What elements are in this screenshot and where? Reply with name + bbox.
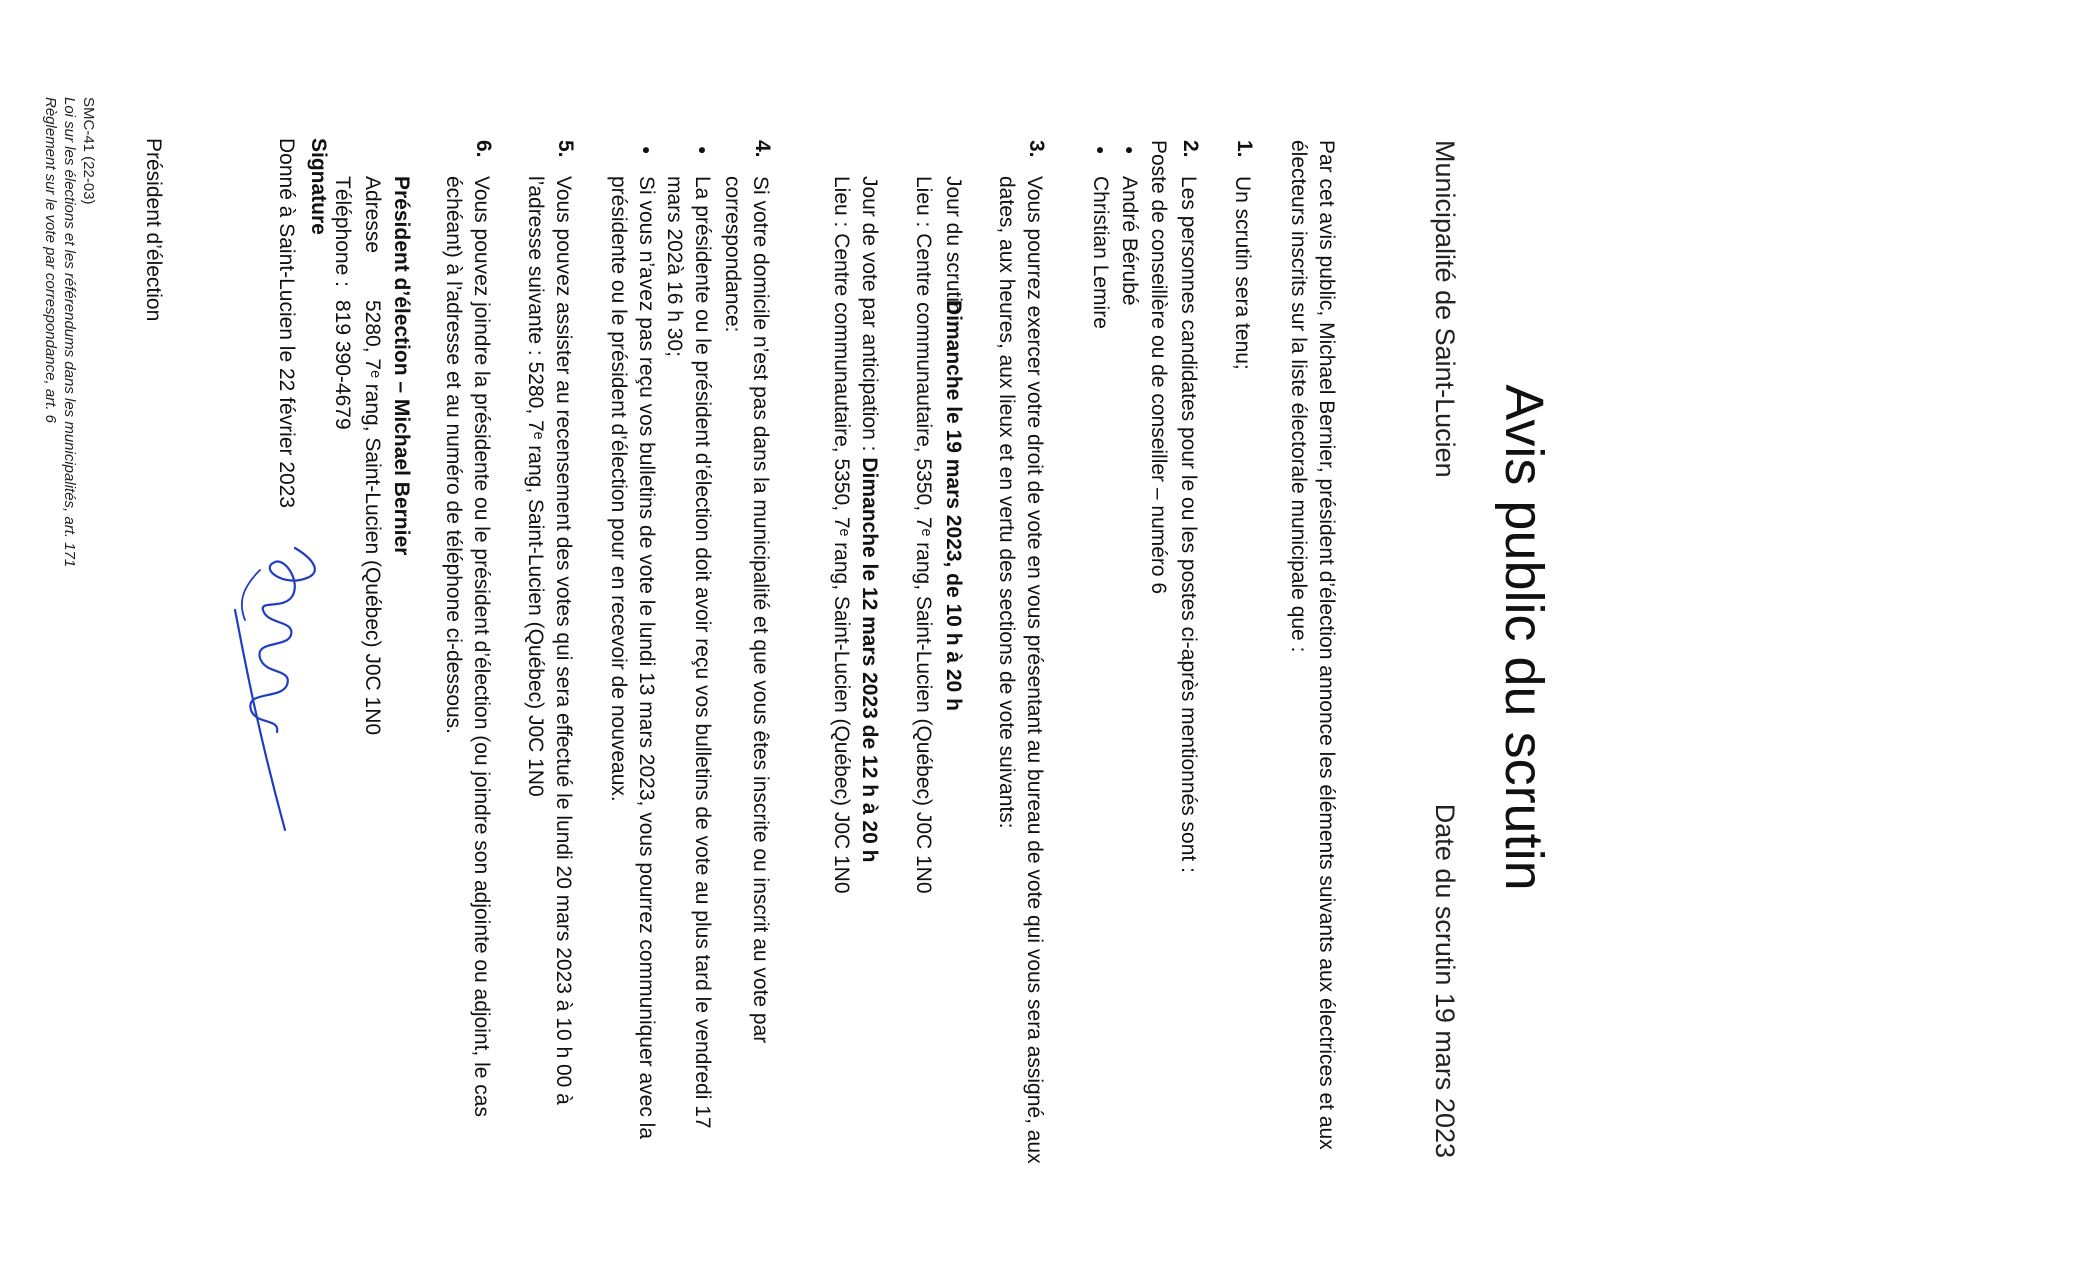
given-at-line: Donné à Saint-Lucien le 22 février 2023 bbox=[275, 138, 298, 509]
handwritten-signature bbox=[155, 540, 355, 840]
item-5-text: Vous pouvez assister au recensement des votes qui sera effectué le lundi 20 mars 2023 à 10 h 00 à l’adresse suivante : 5280, 7ᵉ rang, Saint-Lucien (Québec) J0C 1N0 bbox=[524, 176, 575, 1105]
advance-vote-line bbox=[855, 176, 883, 862]
advance-vote-label: Jour de vote par anticipation : bbox=[858, 176, 881, 458]
item-3-text: Vous pourrez exercer votre droit de vote en vous présentant au bureau de vote qui vous sera assigné, aux dates, aux heures, aux lieux et en vertu des sections de vote suivants: bbox=[995, 176, 1046, 1164]
item-4-text: Si votre domicile n’est pas dans la municipalité et que vous êtes inscrite ou inscrit au vote par correspondance: bbox=[721, 176, 772, 1044]
law-reference-2: Règlement sur le vote par correspondance, art. 6 bbox=[42, 97, 59, 424]
item-2-number: 2. bbox=[1179, 140, 1202, 158]
item-1-text: Un scrutin sera tenu; bbox=[1231, 176, 1254, 370]
advance-vote-place: Lieu : Centre communautaire, 5350, 7ᵉ rang, Saint-Lucien (Québec) J0C 1N0 bbox=[830, 176, 853, 894]
item-6-text: Vous pouvez joindre la présidente ou le président d’élection (ou joindre son adjointe ou adjoint, le cas échéant) à l’adresse et au numéro de téléphone ci-dessous. bbox=[442, 176, 493, 1117]
vote-day-label: Jour du scrutin : bbox=[942, 176, 965, 326]
item-2-text: Les personnes candidates pour le ou les postes ci-après mentionnés sont : bbox=[1177, 176, 1200, 873]
address-label: Adresse bbox=[361, 176, 384, 254]
intro-paragraph: Par cet avis public, Michael Bernier, président d’élection annonce les éléments suivants aux électrices et aux électeurs inscrits sur la liste électorale municipale que : bbox=[1287, 140, 1338, 1150]
signature-heading-text: Signature bbox=[307, 138, 330, 235]
municipality-name: Municipalité de Saint-Lucien bbox=[1430, 140, 1460, 478]
item-3-number: 3. bbox=[1025, 140, 1048, 158]
item-1-number: 1. bbox=[1233, 140, 1256, 158]
advance-vote-value: Dimanche le 12 mars 2023 de 12 h à 20 h bbox=[858, 457, 881, 863]
bullet-icon: ● bbox=[1122, 146, 1138, 155]
item-4-number: 4. bbox=[751, 140, 774, 158]
candidate-2: Christian Lemire bbox=[1089, 176, 1112, 329]
phone-value: 819 390-4679 bbox=[331, 300, 354, 430]
page-title: Avis public du scrutin bbox=[1494, 384, 1554, 891]
form-code: SMC-41 (22-03) bbox=[80, 97, 97, 205]
bullet-icon: ● bbox=[1093, 146, 1109, 155]
address-value: 5280, 7ᵉ rang, Saint-Lucien (Québec) J0C 1N0 bbox=[361, 300, 384, 736]
contact-title: Président d’élection – Michael Bernier bbox=[390, 176, 413, 556]
phone-label: Téléphone : bbox=[331, 176, 354, 287]
candidate-1: André Bérubé bbox=[1118, 176, 1141, 306]
vote-day-value: Dimanche le 19 mars 2023, de 10 h à 20 h bbox=[942, 300, 965, 711]
item-6-number: 6. bbox=[472, 140, 495, 158]
item-5-number: 5. bbox=[554, 140, 577, 158]
post-title: Poste de conseillère ou de conseiller – numéro 6 bbox=[1147, 140, 1170, 595]
bullet-icon: ● bbox=[639, 146, 655, 155]
signer-role: Président d’élection bbox=[142, 138, 165, 322]
election-date: Date du scrutin 19 mars 2023 bbox=[1430, 803, 1460, 1158]
vote-day-place: Lieu : Centre communautaire, 5350, 7ᵉ rang, Saint-Lucien (Québec) J0C 1N0 bbox=[912, 176, 935, 894]
law-reference-1: Loi sur les élections et les référendums dans les municipalités, art. 171 bbox=[61, 97, 78, 568]
item-4-bullet-2: Si vous n’avez pas reçu vos bulletins de vote le lundi 13 mars 2023, vous pourrez communiquer avec la présidente ou le président d’élection pour en recevoir de nouveaux. bbox=[607, 176, 658, 1140]
bullet-icon: ● bbox=[695, 146, 711, 155]
item-4-bullet-1: La présidente ou le président d’élection doit avoir reçu vos bulletins de vote au plus tard le vendredi 17 mars 202à 16 h 30; bbox=[663, 176, 714, 1129]
